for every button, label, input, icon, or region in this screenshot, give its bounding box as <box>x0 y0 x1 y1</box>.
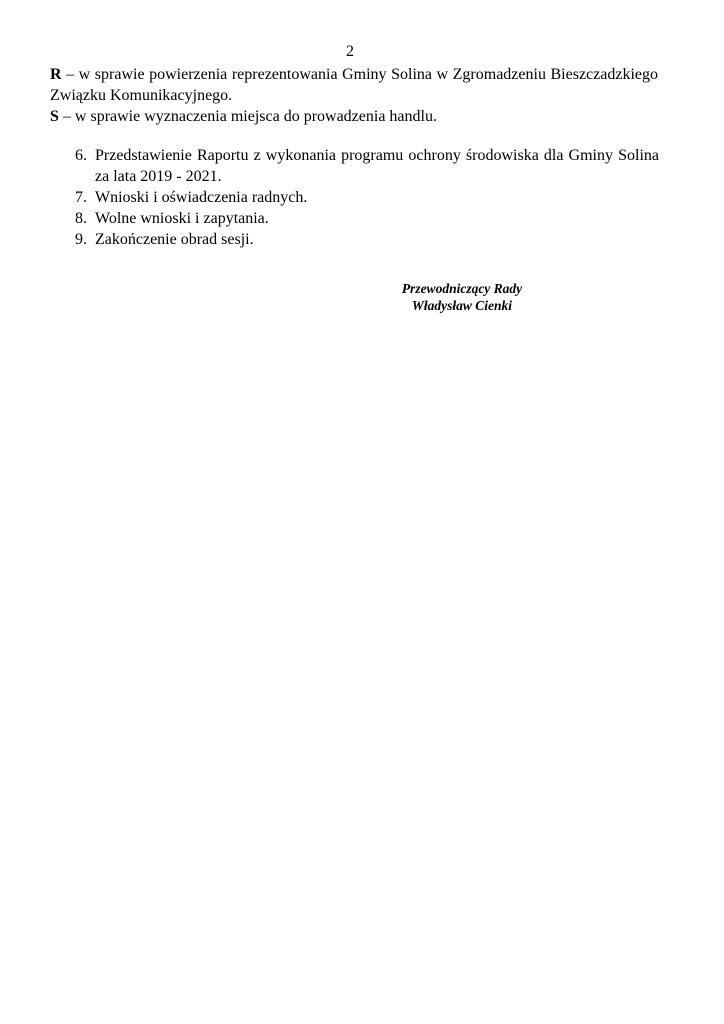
agenda-item-number: 7. <box>75 189 87 206</box>
signature-block <box>378 280 546 314</box>
subitem-text: – w sprawie wyznaczenia miejsca do prowadzenia handlu. <box>58 108 437 125</box>
subitem-letter: S <box>50 108 59 125</box>
subitem-letter: R <box>50 66 62 83</box>
agenda-item-text: Przedstawienie Raportu z wykonania programu ochrony środowiska dla Gminy Solina za lata 2019 - 2021. <box>95 147 659 185</box>
agenda-list <box>75 145 659 250</box>
signature-name: Władysław Cienki <box>411 298 513 313</box>
agenda-item <box>75 187 659 208</box>
agenda-item <box>75 208 659 229</box>
agenda-item-number: 9. <box>75 231 87 248</box>
subitem-text: – w sprawie powierzenia reprezentowania Gminy Solina w Zgromadzeniu Bieszczadzkiego Związku Komunikacyjnego. <box>50 66 658 104</box>
page-number: 2 <box>346 43 354 60</box>
resolution-subitems <box>50 64 658 127</box>
agenda-item <box>75 229 659 250</box>
agenda-item-text: Wolne wnioski i zapytania. <box>95 210 269 227</box>
agenda-item <box>75 145 659 187</box>
subitem-s <box>50 106 658 127</box>
agenda-item-number: 6. <box>75 147 87 164</box>
agenda-item-text: Zakończenie obrad sesji. <box>95 231 254 248</box>
signature-title: Przewodniczący Rady <box>401 281 523 296</box>
subitem-r <box>50 64 658 106</box>
agenda-item-number: 8. <box>75 210 87 227</box>
agenda-item-text: Wnioski i oświadczenia radnych. <box>95 189 308 206</box>
